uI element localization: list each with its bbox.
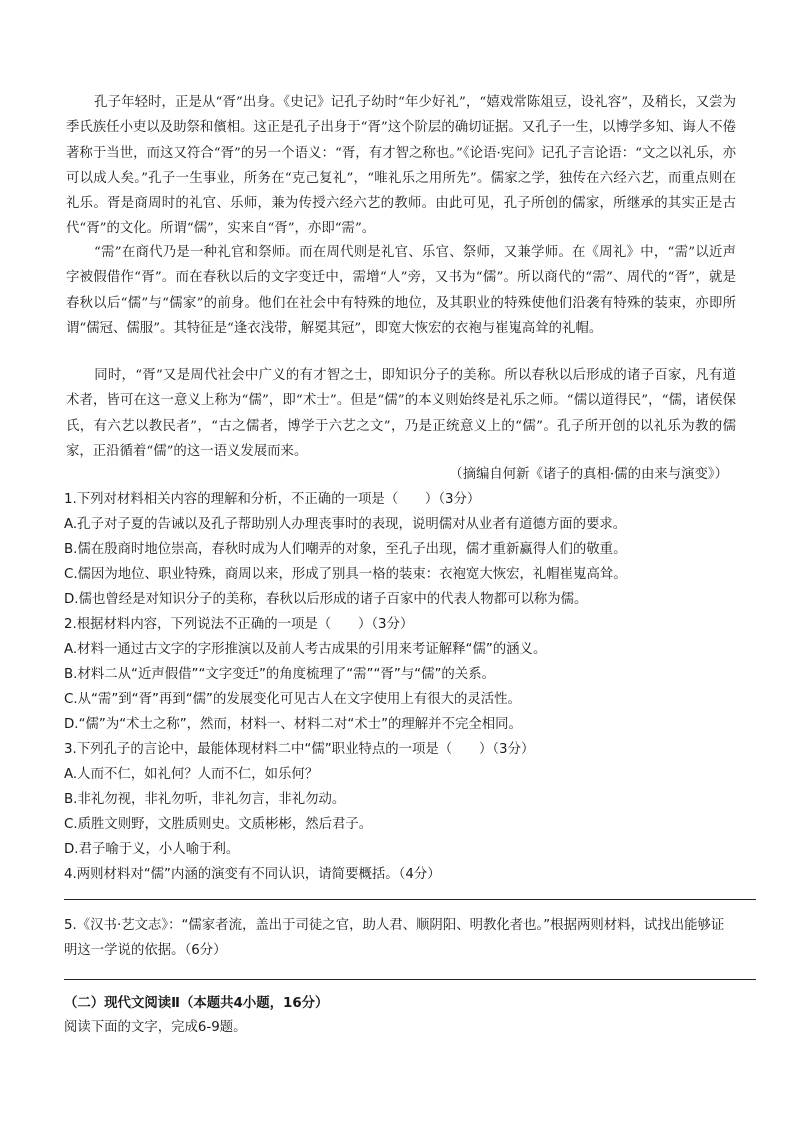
question-5: 5.《汉书·艺文志》：“儒家者流，盖出于司徒之官，助人君、顺阴阳、明教化者也。”根据两则材料，试找出能够证明这一学说的依据。（6分） <box>64 918 725 958</box>
question-2-option-a: A.材料一通过古文字的字形推演以及前人考古成果的引用来考证解释“儒”的涵义。 <box>64 642 547 657</box>
question-1: 1.下列对材料相关内容的理解和分析，不正确的一项是（ ）（3分） <box>64 492 481 507</box>
section-heading: （二）现代文阅读Ⅱ（本题共4小题，16分） <box>64 996 329 1011</box>
reading-instruction: 阅读下面的文字，完成6-9题。 <box>64 1020 247 1035</box>
answer-line-1[interactable] <box>64 899 756 900</box>
answer-line-2[interactable] <box>64 979 756 980</box>
source-citation: （摘编自何新《诸子的真相·儒的由来与演变》） <box>449 467 728 482</box>
question-3: 3.下列孔子的言论中，最能体现材料二中“儒”职业特点的一项是（ ）（3分） <box>64 742 535 757</box>
question-3-option-c: C.质胜文则野，文胜质则史。文质彬彬，然后君子。 <box>64 817 373 832</box>
question-4: 4.两则材料对“儒”内涵的演变有不同认识，请简要概括。（4分） <box>64 867 441 882</box>
question-3-option-b: B.非礼勿视，非礼勿听，非礼勿言，非礼勿动。 <box>64 792 346 807</box>
question-3-option-d: D.君子喻于义，小人喻于利。 <box>64 842 240 857</box>
passage-paragraph-1: 孔子年轻时，正是从“胥”出身。《史记》记孔子幼时“年少好礼”，“嬉戏常陈俎豆，设礼容”，及稍长，又尝为季氏族任小吏以及助祭和儐相。这正是孔子出身于“胥”这个阶层的确切证据。又孔子一生，以博学多知、诲人不倦著称于当世，而这又符合“胥”的另一个语义：“胥，有才智之称也。”《论语·宪问》记孔子言论语：“文之以礼乐，亦可以成人矣。”孔子一生事业，所务在“克己复礼”，“唯礼乐之用所先”。儒家之学，独传在六经六艺，而重点则在礼乐。胥是商周时的礼官、乐师，兼为传授六经六艺的教师。由此可见，孔子所创的儒家，所继承的其实正是古代“胥”的文化。所谓“儒”，实来自“胥”，亦即“需”。 <box>66 95 736 237</box>
question-2-option-d: D.“儒”为“术士之称”，然而，材料一、材料二对“术士”的理解并不完全相同。 <box>64 717 522 732</box>
question-1-option-b: B.儒在殷商时地位崇高，春秋时成为人们嘲弄的对象，至孔子出现，儒才重新赢得人们的敬重。 <box>64 542 627 557</box>
question-2: 2.根据材料内容，下列说法不正确的一项是（ ）（3分） <box>64 617 414 632</box>
question-1-option-c: C.儒因为地位、职业特殊，商周以来，形成了别具一格的装束：衣袍宽大恢宏，礼帽崔嵬高耸。 <box>64 567 627 582</box>
question-1-option-a: A.孔子对子夏的告诫以及孔子帮助别人办理丧事时的表现，说明儒对从业者有道德方面的要求。 <box>64 517 627 532</box>
question-2-option-b: B.材料二从“近声假借”“文字变迁”的角度梳理了“需”“胥”与“儒”的关系。 <box>64 667 495 682</box>
question-2-option-c: C.从“需”到“胥”再到“儒”的发展变化可见古人在文字使用上有很大的灵活性。 <box>64 692 521 707</box>
question-3-option-a: A.人而不仁，如礼何？人而不仁，如乐何？ <box>64 767 319 782</box>
question-1-option-d: D.儒也曾经是对知识分子的美称，春秋以后形成的诸子百家中的代表人物都可以称为儒。 <box>64 592 588 607</box>
passage-paragraph-2: “需”在商代乃是一种礼官和祭师。而在周代则是礼官、乐官、祭师，又兼学师。在《周礼》中，“需”以近声字被假借作“胥”。而在春秋以后的文字变迁中，需增“人”旁，又书为“儒”。所以商代的“需”、周代的“胥”，就是春秋以后“儒”与“儒家”的前身。他们在社会中有特殊的地位，及其职业的特殊使他们沿袭有特殊的装束，亦即所谓“儒冠、儒服”。其特征是“逢衣浅带，解冕其冠”，即宽大恢宏的衣袍与崔嵬高耸的礼帽。 <box>66 245 736 336</box>
passage-paragraph-3: 同时，“胥”又是周代社会中广义的有才智之士，即知识分子的美称。所以春秋以后形成的诸子百家，凡有道术者，皆可在这一意义上称为“儒”，即“术士”。但是“儒”的本义则始终是礼乐之师。“儒以道得民”，“儒，诸侯保氏，有六艺以教民者”，“古之儒者，博学于六艺之文”，乃是正统意义上的“儒”。孔子所开创的以礼乐为教的儒家，正沿循着“儒”的这一语义发展而来。 <box>66 368 736 459</box>
